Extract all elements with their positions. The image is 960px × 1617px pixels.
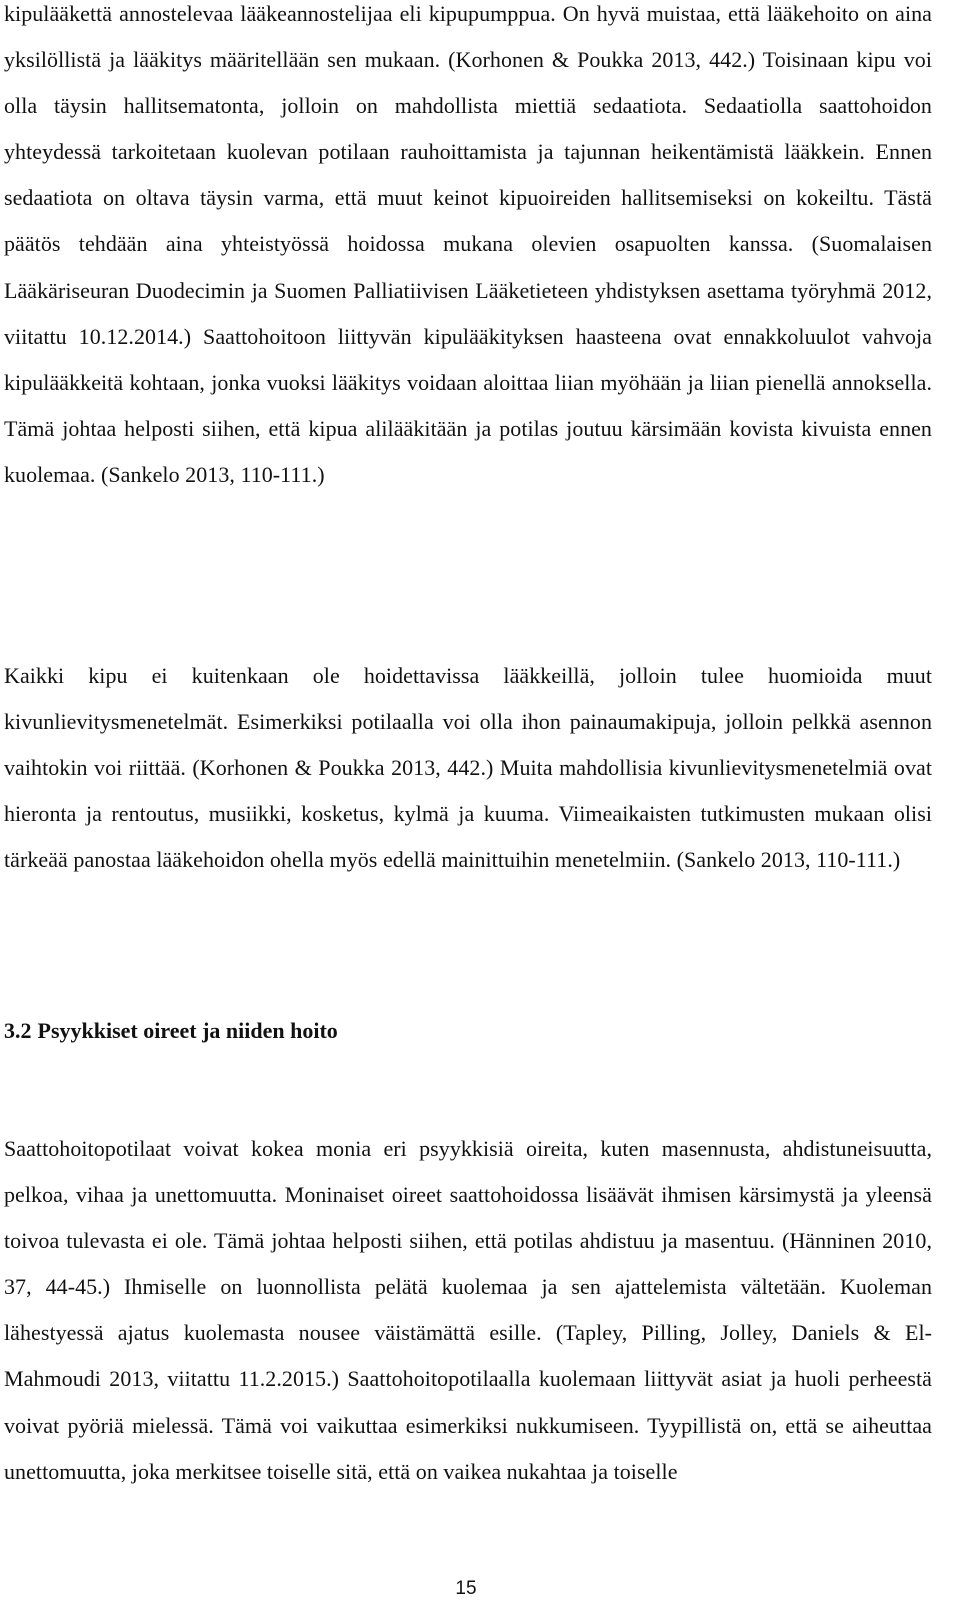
page-number: 15 xyxy=(455,1578,477,1599)
section-number: 3.2 xyxy=(4,1018,32,1043)
paragraph-psychological-symptoms: Saattohoitopotilaat voivat kokea monia eri psyykkisiä oireita, kuten masennusta, ahdistuneisuutta, pelkoa, vihaa ja unettomuutta. Moninaiset oireet saattohoidossa lisäävät ihmisen kärsimystä ja yleensä toivoa tulevasta ei ole. Tämä johtaa helposti siihen, että potilas ahdistuu ja masentuu. (Hänninen 2010, 37, 44-45.) Ihmiselle on luonnollista pelätä kuolemaa ja sen ajattelemista vältetään. Kuoleman lähestyessä ajatus kuolemasta nousee väistämättä esille. (Tapley, Pilling, Jolley, Daniels & El-Mahmoudi 2013, viitattu 11.2.2015.) Saattohoitopotilaalla kuolemaan liittyvät asiat ja huoli perheestä voivat pyöriä mielessä. Tämä voi vaikuttaa esimerkiksi nukkumiseen. Tyypillistä on, että se aiheuttaa unettomuutta, joka merkitsee toiselle sitä, että on vaikea nukahtaa ja toiselle xyxy=(4,1136,932,1484)
paragraph-non-drug-pain-relief: Kaikki kipu ei kuitenkaan ole hoidettavissa lääkkeillä, jolloin tulee huomioida muut kivunlievitysmenetelmät. Esimerkiksi potilaalla voi olla ihon painaumakipuja, jolloin pelkkä asennon vaihtokin voi riittää. (Korhonen & Poukka 2013, 442.) Muita mahdollisia kivunlievitysmenetelmiä ovat hieronta ja rentoutus, musiikki, kosketus, kylmä ja kuuma. Viimeaikaisten tutkimusten mukaan olisi tärkeää panostaa lääkehoidon ohella myös edellä mainittuihin menetelmiin. (Sankelo 2013, 110-111.) xyxy=(4,663,932,873)
paragraph-pain-sedation: kipulääkettä annostelevaa lääkeannostelijaa eli kipupumppua. On hyvä muistaa, että lääkehoito on aina yksilöllistä ja lääkitys määritellään sen mukaan. (Korhonen & Poukka 2013, 442.) Toisinaan kipu voi olla täysin hallitsematonta, jolloin on mahdollista miettiä sedaatiota. Sedaatiolla saattohoidon yhteydessä tarkoitetaan kuolevan potilaan rauhoittamista ja tajunnan heikentämistä lääkkein. Ennen sedaatiota on oltava täysin varma, että muut keinot kipuoireiden hallitsemiseksi on kokeiltu. Tästä päätös tehdään aina yhteistyössä hoidossa mukana olevien osapuolten kanssa. (Suomalaisen Lääkäriseuran Duodecimin ja Suomen Palliatiivisen Lääketieteen yhdistyksen asettama työryhmä 2012, viitattu 10.12.2014.) Saattohoitoon liittyvän kipulääkityksen haasteena ovat ennakkoluulot vahvoja kipulääkkeitä kohtaan, jonka vuoksi lääkitys voidaan aloittaa liian myöhään ja liian pienellä annoksella. Tämä johtaa helposti siihen, että kipua alilääkitään ja potilas joutuu kärsimään kovista kivuista ennen kuolemaa. (Sankelo 2013, 110-111.) xyxy=(4,1,932,487)
section-heading xyxy=(4,1018,338,1044)
section-title: Psyykkiset oireet ja niiden hoito xyxy=(37,1018,338,1043)
